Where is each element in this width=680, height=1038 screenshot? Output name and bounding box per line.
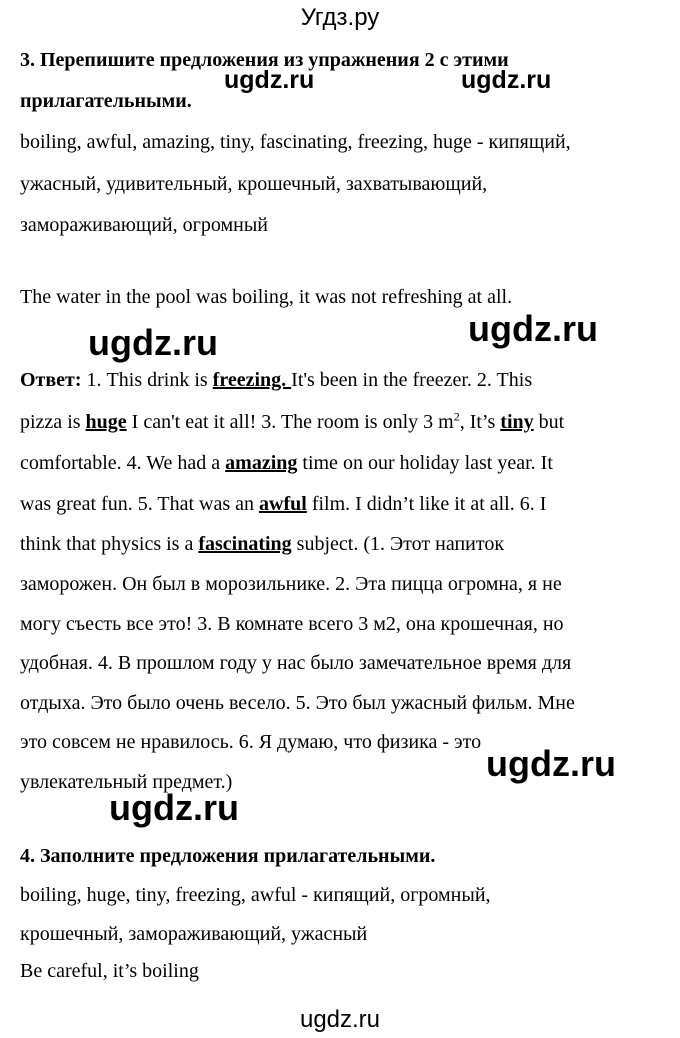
answer-keyword-huge: huge — [85, 411, 127, 433]
exercise-4-words-line-2: крошечный, замораживающий, ужасный — [20, 923, 368, 945]
answer-line-6: заморожен. Он был в морозильнике. 2. Эта пицца огромна, я не — [20, 573, 562, 595]
answer-keyword-freezing: freezing. — [212, 369, 292, 391]
exercise-3-words-line-1: boiling, awful, amazing, tiny, fascinating, freezing, huge - кипящий, — [20, 131, 571, 153]
watermark: ugdz.ru — [461, 66, 552, 94]
answer-text: I can't eat it all! 3. The room is only 3 m — [126, 411, 454, 433]
exercise-3-title-line-2: прилагательными. — [20, 90, 192, 112]
watermark: ugdz.ru — [224, 66, 315, 94]
answer-line-4 — [20, 492, 546, 516]
watermark: ugdz.ru — [88, 322, 218, 363]
answer-keyword-amazing: amazing — [225, 452, 298, 474]
answer-text: subject. (1. Этот напиток — [291, 533, 505, 555]
answer-text: , It’s — [459, 411, 501, 433]
answer-line-11: увлекательный предмет.) — [20, 771, 233, 793]
answer-text: was great fun. 5. That was an — [20, 493, 260, 515]
exercise-4-words-line-1: boiling, huge, tiny, freezing, awful - кипящий, огромный, — [20, 884, 491, 906]
answer-text: comfortable. 4. We had a — [20, 452, 226, 474]
answer-line-10: это совсем не нравилось. 6. Я думаю, что физика - это — [20, 731, 482, 753]
answer-line-2 — [20, 410, 564, 434]
watermark: ugdz.ru — [468, 308, 598, 349]
answer-text: time on our holiday last year. It — [297, 452, 553, 474]
watermark: ugdz.ru — [109, 787, 239, 828]
answer-line-8: удобная. 4. В прошлом году у нас было замечательное время для — [20, 652, 572, 674]
exercise-3-title-line-1: 3. Перепишите предложения из упражнения 2 с этими — [20, 49, 509, 71]
answer-label: Ответ: — [20, 369, 82, 391]
answer-text: think that physics is a — [20, 533, 199, 555]
site-footer: ugdz.ru — [299, 1006, 381, 1033]
answer-line-5 — [20, 532, 504, 556]
answer-text: film. I didn’t like it at all. 6. I — [306, 493, 547, 515]
answer-keyword-awful: awful — [259, 493, 307, 515]
answer-line-1 — [20, 368, 532, 392]
answer-text: pizza is — [20, 411, 86, 433]
exercise-3-example: The water in the pool was boiling, it was not refreshing at all. — [20, 286, 513, 308]
answer-line-3 — [20, 451, 553, 475]
site-header: Угдз.ру — [300, 4, 380, 31]
answer-text: but — [533, 411, 565, 433]
answer-line-9: отдыха. Это было очень весело. 5. Это был ужасный фильм. Мне — [20, 692, 575, 714]
exercise-3-words-line-2: ужасный, удивительный, крошечный, захватывающий, — [20, 173, 488, 195]
watermark: ugdz.ru — [486, 743, 616, 784]
answer-text: It's been in the freezer. 2. This — [291, 369, 533, 391]
exercise-4-example: Be careful, it’s boiling — [20, 960, 199, 982]
answer-keyword-fascinating: fascinating — [198, 533, 292, 555]
exercise-4-title: 4. Заполните предложения прилагательными. — [20, 845, 436, 867]
answer-text: 1. This drink is — [81, 369, 213, 391]
superscript: 2 — [453, 409, 460, 424]
answer-keyword-tiny: tiny — [500, 411, 534, 433]
exercise-3-words-line-3: замораживающий, огромный — [20, 214, 268, 236]
answer-line-7: могу съесть все это! 3. В комнате всего 3 м2, она крошечная, но — [20, 613, 564, 635]
